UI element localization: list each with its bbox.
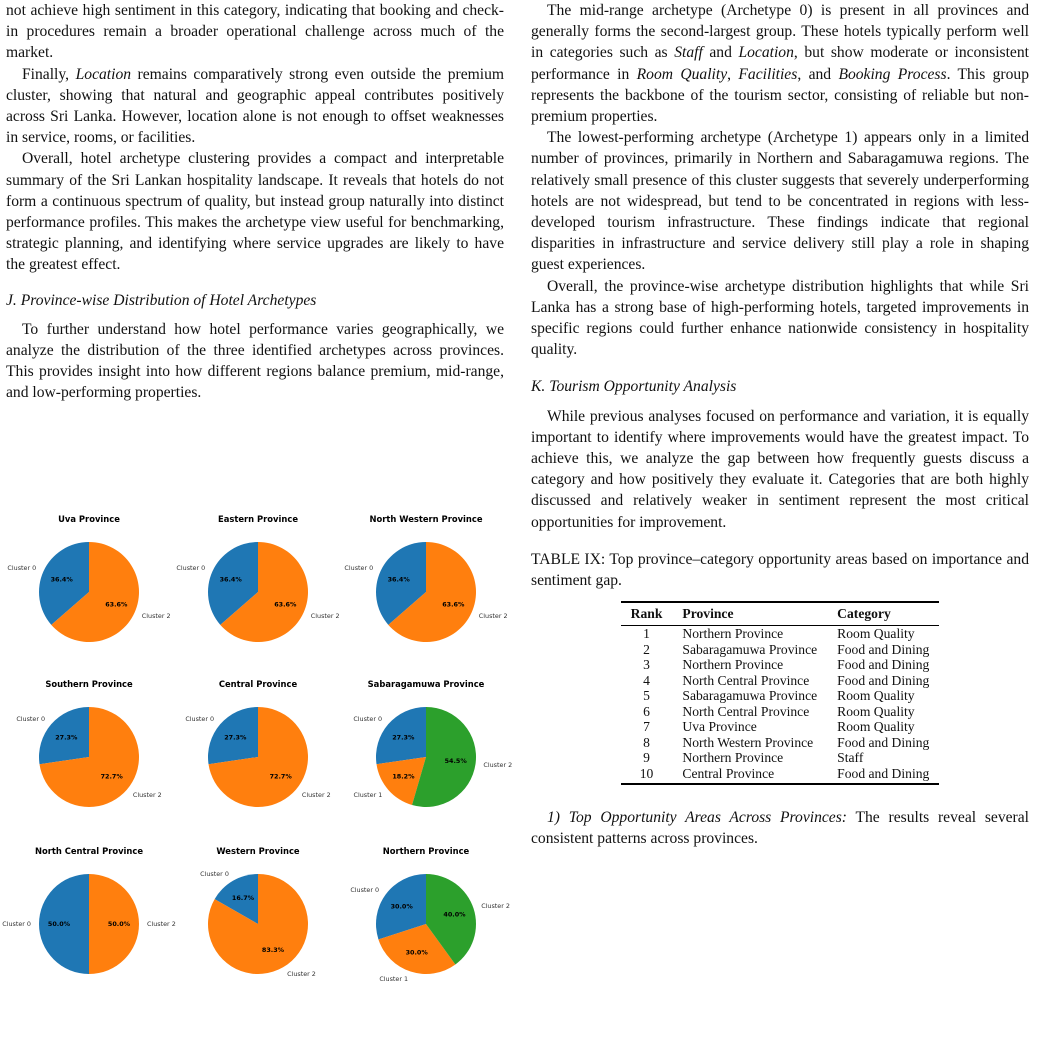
pie-title: North Western Province bbox=[369, 514, 483, 524]
pie-slice-label: Cluster 0 bbox=[16, 715, 46, 724]
right-paragraph-3: Overall, the province-wise archetype distribution highlights that while Sri Lanka has a strong base of high-performing hotels, targeted improvements in specific regions could further enhance nationwide consistency in hospitality quality. bbox=[531, 277, 1029, 359]
pie-percent-label: 50.0% bbox=[47, 920, 71, 928]
rank-cell: 6 bbox=[643, 703, 650, 719]
pie-slice-label: Cluster 0 bbox=[200, 869, 229, 878]
pie-slice-label: Cluster 1 bbox=[353, 791, 383, 800]
pie-chart bbox=[16, 679, 161, 807]
pie-percent-label: 36.4% bbox=[387, 575, 410, 584]
pie-percent-label: 63.6% bbox=[274, 600, 297, 609]
table-row bbox=[621, 735, 940, 751]
left-paragraph-2 bbox=[6, 64, 504, 149]
rank-cell: 5 bbox=[643, 688, 650, 704]
subsection-paragraph bbox=[531, 807, 1029, 849]
pie-percent-label: 16.7% bbox=[231, 894, 255, 902]
header-category: Category bbox=[827, 602, 939, 626]
left-paragraph-3: Overall, hotel archetype clustering provides a compact and interpretable summary of the Sri Lankan hospitality landscape. It reveals that hotels do not form a continuous spectrum of quality, but instead group naturally into distinct performance profiles. This makes the archetype view useful for benchmarking, strategic planning, and identifying where service upgrades are likely to have the greatest effect. bbox=[6, 150, 504, 274]
pie-title: Central Province bbox=[218, 679, 298, 689]
emphasis-room-quality: Room Quality bbox=[636, 65, 728, 83]
pie-percent-label: 50.0% bbox=[107, 920, 131, 928]
pie-percent-label: 54.5% bbox=[444, 757, 467, 766]
right-paragraph-4: While previous analyses focused on performance and variation, it is equally important to identify where improvements would have the greatest impact. To achieve this, we analyze the gap between how frequently guests discuss a category and how positively they evaluate it. Categories that are both highly discussed and relatively weaker in sentiment represent the most critical opportunities for improvement. bbox=[531, 407, 1029, 531]
section-heading-k: K. Tourism Opportunity Analysis bbox=[531, 378, 737, 396]
table-row bbox=[621, 673, 940, 689]
text-span: The results reveal several consistent patterns across provinces. bbox=[531, 809, 1030, 848]
pie-slice-label: Cluster 2 bbox=[147, 920, 176, 928]
pie-slice-label: Cluster 2 bbox=[483, 761, 513, 770]
pie-percent-label: 36.4% bbox=[219, 575, 242, 584]
header-rank: Rank bbox=[621, 602, 673, 626]
province-cell: Central Province bbox=[672, 766, 827, 785]
pie-percent-label: 30.0% bbox=[390, 902, 413, 911]
pie-chart bbox=[185, 679, 330, 807]
text-span: , but show moderate or inconsistent performance in bbox=[531, 44, 1029, 83]
pie-chart bbox=[353, 679, 512, 807]
table-row bbox=[621, 642, 940, 658]
right-paragraph-1 bbox=[531, 0, 1029, 127]
text-span: , and bbox=[797, 65, 839, 83]
pie-slice-label: Cluster 2 bbox=[301, 790, 331, 799]
province-cell: Northern Province bbox=[682, 657, 784, 673]
emphasis-booking-process: Booking Process bbox=[838, 65, 947, 83]
category-cell: Food and Dining bbox=[837, 734, 930, 750]
left-column bbox=[6, 0, 504, 404]
pie-percent-label: 72.7% bbox=[100, 772, 123, 781]
category-cell: Food and Dining bbox=[837, 672, 930, 688]
right-column bbox=[531, 0, 1029, 850]
pie-title: Northern Province bbox=[382, 846, 470, 856]
pie-chart-figure bbox=[0, 512, 520, 1032]
text-span: . This group represents the backbone of the tourism sector, consisting of reliable but non-premium properties. bbox=[531, 65, 1029, 126]
category-cell: Food and Dining bbox=[837, 657, 930, 673]
right-paragraph-2: The lowest-performing archetype (Archetype 1) appears only in a limited number of provinces, primarily in Northern and Sabaragamuwa regions. The relatively small presence of this cluster suggests that severely underperforming hotels are not widespread, but tend to be concentrated in regions with less-developed tourism infrastructure. These findings indicate that regional disparities in infrastructure and service delivery still play a role in shaping guest experiences. bbox=[531, 129, 1029, 274]
pie-percent-label: 63.6% bbox=[442, 600, 465, 609]
category-cell: Room Quality bbox=[837, 626, 915, 642]
header-province: Province bbox=[672, 602, 827, 626]
rank-cell: 4 bbox=[643, 672, 650, 688]
emphasis-location: Location bbox=[75, 65, 132, 83]
pie-title: Southern Province bbox=[45, 679, 133, 689]
pie-title: Sabaragamuwa Province bbox=[367, 679, 485, 689]
pie-percent-label: 27.3% bbox=[224, 733, 247, 742]
text-span: , bbox=[727, 65, 739, 83]
pie-slice-label: Cluster 0 bbox=[185, 715, 215, 724]
table-row bbox=[621, 688, 940, 704]
province-cell: Sabaragamuwa Province bbox=[682, 688, 818, 704]
pie-chart bbox=[2, 846, 176, 974]
pie-slice-label: Cluster 0 bbox=[344, 564, 374, 572]
pie-percent-label: 27.3% bbox=[55, 733, 78, 742]
category-cell: Room Quality bbox=[837, 703, 915, 719]
category-cell: Food and Dining bbox=[837, 641, 930, 657]
table-row bbox=[621, 766, 940, 785]
pie-percent-label: 30.0% bbox=[405, 948, 428, 957]
province-cell: North Central Province bbox=[682, 703, 810, 719]
emphasis-location: Location bbox=[738, 44, 794, 62]
pie-slice-label: Cluster 0 bbox=[350, 885, 380, 894]
pie-chart bbox=[344, 514, 507, 642]
opportunity-table bbox=[621, 601, 940, 785]
pie-slice-label: Cluster 1 bbox=[379, 975, 409, 984]
table-row bbox=[621, 704, 940, 720]
table-row bbox=[621, 626, 940, 642]
rank-cell: 9 bbox=[643, 750, 650, 766]
pie-percent-label: 63.6% bbox=[105, 600, 128, 609]
pie-slice-label: Cluster 0 bbox=[353, 715, 383, 724]
province-cell: North Central Province bbox=[682, 672, 810, 688]
pie-slice-label: Cluster 2 bbox=[132, 790, 162, 799]
pie-chart bbox=[350, 846, 510, 983]
province-cell: Northern Province bbox=[682, 626, 784, 642]
pie-percent-label: 18.2% bbox=[392, 772, 415, 781]
rank-cell: 3 bbox=[643, 657, 650, 673]
province-cell: Uva Province bbox=[682, 719, 757, 735]
pie-chart bbox=[176, 514, 339, 642]
rank-cell: 10 bbox=[621, 766, 673, 785]
pie-chart bbox=[200, 846, 316, 978]
table-row bbox=[621, 657, 940, 673]
left-paragraph-1: not achieve high sentiment in this category, indicating that booking and check-in procedures remain a broader operational challenge across much of the market. bbox=[6, 2, 504, 62]
pie-slice-label: Cluster 0 bbox=[2, 920, 31, 928]
text-span: Finally, bbox=[22, 65, 76, 83]
province-cell: North Western Province bbox=[682, 734, 814, 750]
rank-cell: 1 bbox=[643, 626, 650, 642]
pie-chart bbox=[7, 514, 170, 642]
rank-cell: 2 bbox=[643, 641, 650, 657]
pie-title: Western Province bbox=[216, 846, 300, 856]
category-cell: Food and Dining bbox=[827, 766, 939, 785]
pie-slice-label: Cluster 2 bbox=[141, 612, 171, 620]
pie-charts-svg bbox=[0, 512, 520, 1032]
pie-slice-label: Cluster 2 bbox=[287, 970, 316, 979]
pie-slice-label: Cluster 2 bbox=[481, 902, 510, 911]
category-cell: Staff bbox=[837, 750, 864, 766]
province-cell: Northern Province bbox=[682, 750, 784, 766]
pie-percent-label: 40.0% bbox=[443, 910, 466, 919]
table-header-row bbox=[621, 602, 940, 626]
text-span: remains comparatively strong even outside the premium cluster, showing that natural and geographic appeal contributes positively across Sri Lanka. However, location alone is not enough to offset weaknesses in service, rooms, or facilities. bbox=[6, 65, 504, 147]
province-cell: Sabaragamuwa Province bbox=[682, 641, 818, 657]
pie-slice-label: Cluster 0 bbox=[176, 564, 206, 572]
pie-slice-label: Cluster 0 bbox=[7, 564, 37, 572]
rank-cell: 7 bbox=[643, 719, 650, 735]
subsection-title: 1) Top Opportunity Areas Across Provinces: bbox=[547, 809, 847, 827]
table-row bbox=[621, 750, 940, 766]
pie-title: North Central Province bbox=[34, 846, 144, 856]
pie-title: Eastern Province bbox=[217, 514, 299, 524]
section-heading-j: J. Province-wise Distribution of Hotel Archetypes bbox=[6, 291, 317, 309]
rank-cell: 8 bbox=[643, 734, 650, 750]
pie-percent-label: 83.3% bbox=[261, 946, 285, 954]
text-span: and bbox=[702, 44, 739, 62]
pie-slice-label: Cluster 2 bbox=[310, 612, 340, 620]
pie-slice-label: Cluster 2 bbox=[478, 612, 508, 620]
pie-title: Uva Province bbox=[58, 514, 120, 524]
category-cell: Room Quality bbox=[837, 688, 915, 704]
table-row bbox=[621, 719, 940, 735]
pie-percent-label: 72.7% bbox=[269, 772, 292, 781]
pie-percent-label: 27.3% bbox=[392, 733, 415, 742]
left-paragraph-4: To further understand how hotel performance varies geographically, we analyze the distribution of the three identified archetypes across provinces. This provides insight into how different regions balance premium, mid-range, and low-performing properties. bbox=[6, 320, 504, 402]
category-cell: Room Quality bbox=[837, 719, 915, 735]
emphasis-staff: Staff bbox=[674, 44, 703, 62]
table-caption: TABLE IX: Top province–category opportunity areas based on importance and sentiment gap. bbox=[531, 550, 1029, 590]
pie-percent-label: 36.4% bbox=[50, 575, 73, 584]
emphasis-facilities: Facilities bbox=[738, 65, 798, 83]
text-span: The mid-range archetype (Archetype 0) is present in all provinces and generally forms the second-largest group. These hotels typically perform well in categories such as bbox=[531, 2, 1029, 62]
